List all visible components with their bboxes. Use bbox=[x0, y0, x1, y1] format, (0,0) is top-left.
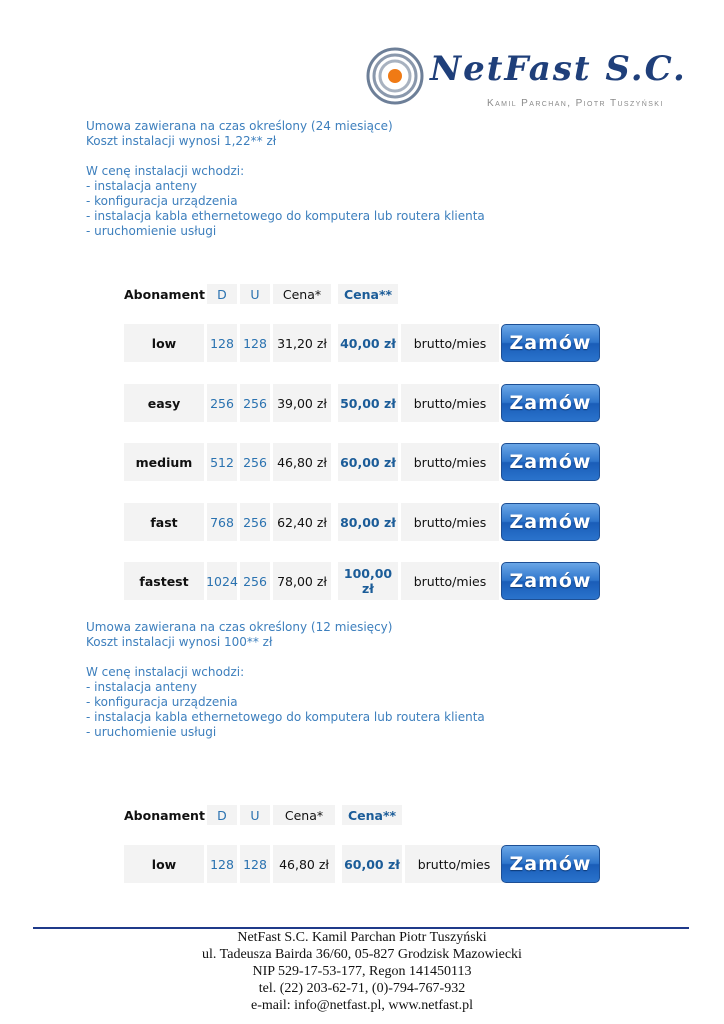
logo-title: NetFast S.C. bbox=[430, 49, 687, 89]
plan-name: fast bbox=[124, 503, 204, 541]
info-line: W cenę instalacji wchodzi: bbox=[86, 164, 245, 178]
plan-upload: 256 bbox=[240, 443, 270, 481]
info-line: - konfiguracja urządzenia bbox=[86, 695, 238, 709]
plan-download: 256 bbox=[207, 384, 237, 422]
order-button-easy[interactable]: Zamów bbox=[501, 384, 600, 422]
table-row bbox=[124, 503, 502, 541]
plan-unit: brutto/mies bbox=[401, 562, 499, 600]
plan-unit: brutto/mies bbox=[401, 384, 499, 422]
plan-download: 1024 bbox=[207, 562, 237, 600]
header-price-net: Cena* bbox=[273, 805, 335, 825]
plan-upload: 256 bbox=[240, 503, 270, 541]
plan-upload: 128 bbox=[240, 324, 270, 362]
info-line: Umowa zawierana na czas określony (24 miesiące) bbox=[86, 119, 393, 133]
header-download: D bbox=[207, 284, 237, 304]
plan-price-gross: 50,00 zł bbox=[338, 384, 398, 422]
info-line: Koszt instalacji wynosi 100** zł bbox=[86, 635, 273, 649]
plan-name: low bbox=[124, 845, 204, 883]
plan-download: 512 bbox=[207, 443, 237, 481]
order-button-fast[interactable]: Zamów bbox=[501, 503, 600, 541]
info-line: - instalacja anteny bbox=[86, 680, 197, 694]
footer bbox=[0, 929, 724, 1014]
plan-download: 128 bbox=[207, 845, 237, 883]
company-logo bbox=[365, 45, 687, 115]
info-line: - uruchomienie usługi bbox=[86, 725, 217, 739]
order-button-low-12[interactable]: Zamów bbox=[501, 845, 600, 883]
plan-price-gross: 80,00 zł bbox=[338, 503, 398, 541]
plan-price-gross: 60,00 zł bbox=[338, 443, 398, 481]
plan-download: 768 bbox=[207, 503, 237, 541]
header-abonament: Abonament bbox=[124, 286, 205, 302]
footer-company: NetFast S.C. Kamil Parchan Piotr Tuszyński bbox=[237, 930, 487, 945]
info-line: - instalacja anteny bbox=[86, 179, 197, 193]
plan-price-gross: 100,00 zł bbox=[338, 562, 398, 600]
plan-unit: brutto/mies bbox=[401, 503, 499, 541]
pricing-header-24 bbox=[124, 284, 401, 304]
table-row bbox=[124, 562, 502, 600]
info-spacer bbox=[86, 149, 485, 164]
footer-email-www: e-mail: info@netfast.pl, www.netfast.pl bbox=[251, 998, 473, 1013]
plan-price-gross: 40,00 zł bbox=[338, 324, 398, 362]
table-row bbox=[124, 324, 502, 362]
plan-name: medium bbox=[124, 443, 204, 481]
order-button-medium[interactable]: Zamów bbox=[501, 443, 600, 481]
footer-phone: tel. (22) 203-62-71, (0)-794-767-932 bbox=[258, 981, 466, 996]
footer-address: ul. Tadeusza Bairda 36/60, 05-827 Grodzisk Mazowiecki bbox=[202, 947, 522, 962]
plan-download: 128 bbox=[207, 324, 237, 362]
plan-name: low bbox=[124, 324, 204, 362]
table-row bbox=[124, 443, 502, 481]
plan-upload: 128 bbox=[240, 845, 270, 883]
plan-upload: 256 bbox=[240, 384, 270, 422]
plan-price-net: 62,40 zł bbox=[273, 503, 331, 541]
header-upload: U bbox=[240, 805, 270, 825]
order-button-low[interactable]: Zamów bbox=[501, 324, 600, 362]
pricing-header-12 bbox=[124, 805, 405, 825]
plan-unit: brutto/mies bbox=[401, 443, 499, 481]
signal-rings-icon bbox=[365, 45, 435, 115]
plan-name: easy bbox=[124, 384, 204, 422]
table-row bbox=[124, 845, 506, 883]
table-row bbox=[124, 384, 502, 422]
contract-info-12 bbox=[86, 620, 485, 740]
plan-upload: 256 bbox=[240, 562, 270, 600]
plan-name: fastest bbox=[124, 562, 204, 600]
contract-info-24 bbox=[86, 119, 485, 239]
plan-price-net: 46,80 zł bbox=[273, 845, 335, 883]
plan-unit: brutto/mies bbox=[405, 845, 503, 883]
header-abonament: Abonament bbox=[124, 807, 205, 823]
header-upload: U bbox=[240, 284, 270, 304]
info-line: Umowa zawierana na czas określony (12 miesięcy) bbox=[86, 620, 393, 634]
footer-nip-regon: NIP 529-17-53-177, Regon 141450113 bbox=[252, 964, 472, 979]
header-price-net: Cena* bbox=[273, 284, 331, 304]
info-spacer bbox=[86, 650, 485, 665]
header-price-gross: Cena** bbox=[338, 284, 398, 304]
info-line: - instalacja kabla ethernetowego do komputera lub routera klienta bbox=[86, 209, 485, 223]
plan-price-net: 46,80 zł bbox=[273, 443, 331, 481]
plan-price-net: 39,00 zł bbox=[273, 384, 331, 422]
info-line: - instalacja kabla ethernetowego do komputera lub routera klienta bbox=[86, 710, 485, 724]
info-line: W cenę instalacji wchodzi: bbox=[86, 665, 245, 679]
info-line: Koszt instalacji wynosi 1,22** zł bbox=[86, 134, 277, 148]
header-download: D bbox=[207, 805, 237, 825]
header-price-gross: Cena** bbox=[342, 805, 402, 825]
order-button-fastest[interactable]: Zamów bbox=[501, 562, 600, 600]
plan-price-gross: 60,00 zł bbox=[342, 845, 402, 883]
logo-subtitle: Kamil Parchan, Piotr Tuszyński bbox=[487, 98, 664, 109]
plan-price-net: 78,00 zł bbox=[273, 562, 331, 600]
plan-price-net: 31,20 zł bbox=[273, 324, 331, 362]
info-line: - konfiguracja urządzenia bbox=[86, 194, 238, 208]
plan-unit: brutto/mies bbox=[401, 324, 499, 362]
info-line: - uruchomienie usługi bbox=[86, 224, 217, 238]
